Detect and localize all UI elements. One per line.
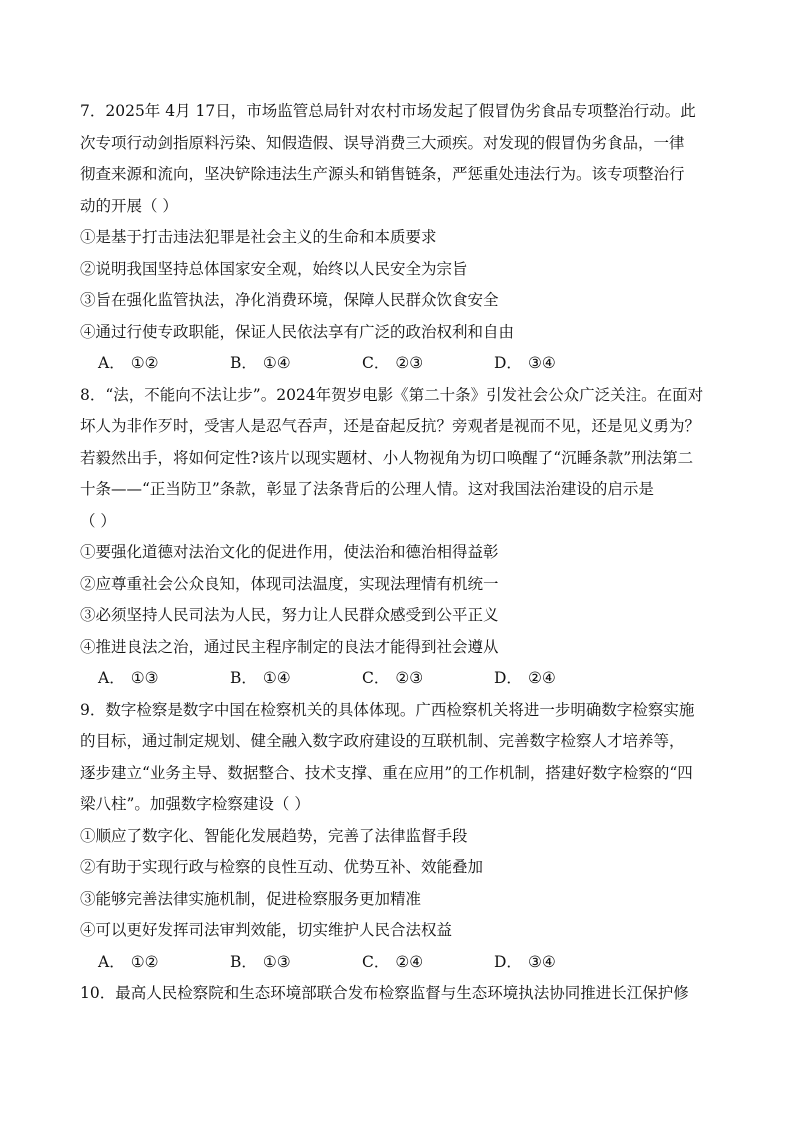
- option-a[interactable]: [98, 947, 230, 979]
- option-label: C．: [362, 354, 390, 372]
- option-d[interactable]: [494, 663, 626, 695]
- option-d[interactable]: [494, 348, 626, 380]
- question-stem-line: 9．数字检察是数字中国在检察机关的具体体现。广西检察机关将进一步明确数字检察实施: [80, 700, 695, 719]
- question-stem-line: 10．最高人民检察院和生态环境部联合发布检察监督与生态环境执法协同推进长江保护修: [80, 984, 689, 1002]
- statement-4: ④通过行使专政职能，保证人民依法享有广泛的政治权利和自由: [80, 322, 515, 341]
- option-a[interactable]: [98, 348, 230, 380]
- statement-1: ①要强化道德对法治文化的促进作用，使法治和德治相得益彰: [80, 543, 499, 561]
- option-value: ①②: [130, 354, 159, 372]
- option-value: ③④: [527, 354, 556, 372]
- statement-3: ③必须坚持人民司法为人民，努力让人民群众感受到公平正义: [80, 606, 499, 624]
- option-c[interactable]: [362, 663, 494, 695]
- option-c[interactable]: [362, 348, 494, 380]
- question-9: [80, 695, 720, 979]
- question-list: [80, 96, 720, 1010]
- option-label: B．: [230, 354, 257, 372]
- option-value: ②③: [395, 669, 424, 687]
- option-label: C．: [362, 669, 390, 687]
- option-label: A．: [98, 354, 125, 372]
- question-stem-line: 十条——“正当防卫”条款，彰显了法条背后的公理人情。这对我国法治建设的启示是: [80, 480, 654, 498]
- question-7: [80, 96, 720, 380]
- question-stem-line: （ ）: [80, 511, 116, 530]
- option-label: A．: [98, 952, 125, 971]
- option-label: D．: [494, 952, 522, 971]
- statement-3: ③旨在强化监管执法，净化消费环境，保障人民群众饮食安全: [80, 291, 499, 309]
- question-stem-line: 的目标，通过制定规划、健全融入数字政府建设的互联机制、完善数字检察人才培养等，: [80, 732, 685, 750]
- option-d[interactable]: [494, 947, 626, 979]
- option-b[interactable]: [230, 663, 362, 695]
- option-a[interactable]: [98, 663, 230, 695]
- option-value: ②③: [395, 354, 424, 372]
- question-8: [80, 380, 720, 695]
- question-stem-line: 若毅然出手，将如何定性?该片以现实题材、小人物视角为切口唤醒了“沉睡条款”刑法第二: [80, 448, 694, 467]
- option-label: A．: [98, 669, 125, 687]
- option-label: B．: [230, 669, 257, 687]
- statement-2: ②说明我国坚持总体国家安全观，始终以人民安全为宗旨: [80, 259, 468, 278]
- statement-2: ②应尊重社会公众良知，体现司法温度，实现法理情有机统一: [80, 574, 499, 593]
- question-10: [80, 978, 720, 1010]
- answer-options: [80, 947, 720, 979]
- statement-4: ④推进良法之治，通过民主程序制定的良法才能得到社会遵从: [80, 637, 499, 656]
- question-stem-line: 动的开展（ ）: [80, 196, 178, 215]
- option-value: ②④: [527, 669, 556, 687]
- option-c[interactable]: [362, 947, 494, 979]
- question-stem-line: 梁八柱”。加强数字检察建设（ ）: [80, 795, 310, 813]
- option-label: D．: [494, 354, 522, 372]
- question-stem-line: 逐步建立“业务主导、数据整合、技术支撑、重在应用”的工作机制，搭建好数字检察的“四: [80, 763, 693, 782]
- option-value: ①③: [130, 669, 159, 687]
- option-value: ①④: [262, 354, 291, 372]
- question-stem-line: 8．“法，不能向不法让步”。2024年贺岁电影《第二十条》引发社会公众广泛关注。在面对: [80, 385, 704, 404]
- statement-1: ①顺应了数字化、智能化发展趋势，完善了法律监督手段: [80, 826, 468, 845]
- question-stem-line: 7．2025年 4月 17日，市场监管总局针对农村市场发起了假冒伪劣食品专项整治行动。此: [80, 102, 696, 120]
- option-value: ③④: [527, 952, 556, 971]
- option-b[interactable]: [230, 947, 362, 979]
- answer-options: [80, 663, 720, 695]
- option-label: C．: [362, 952, 390, 971]
- answer-options: [80, 348, 720, 380]
- statement-4: ④可以更好发挥司法审判效能，切实维护人民合法权益: [80, 921, 453, 939]
- option-value: ①④: [262, 669, 291, 687]
- option-value: ①③: [262, 952, 291, 971]
- option-label: D．: [494, 669, 522, 687]
- question-stem-line: 次专项行动剑指原料污染、知假造假、误导消费三大顽疾。对发现的假冒伪劣食品，一律: [80, 133, 685, 152]
- statement-3: ③能够完善法律实施机制，促进检察服务更加精准: [80, 889, 422, 908]
- statement-2: ②有助于实现行政与检察的良性互动、优势互补、效能叠加: [80, 858, 484, 876]
- question-stem-line: 彻查来源和流向，坚决铲除违法生产源头和销售链条，严惩重处违法行为。该专项整治行: [80, 165, 685, 183]
- statement-1: ①是基于打击违法犯罪是社会主义的生命和本质要求: [80, 228, 437, 246]
- option-value: ②④: [395, 952, 424, 971]
- question-stem-line: 坏人为非作歹时，受害人是忍气吞声，还是奋起反抗？旁观者是视而不见，还是见义勇为？: [80, 417, 701, 435]
- option-label: B．: [230, 952, 257, 971]
- option-b[interactable]: [230, 348, 362, 380]
- option-value: ①②: [130, 952, 159, 971]
